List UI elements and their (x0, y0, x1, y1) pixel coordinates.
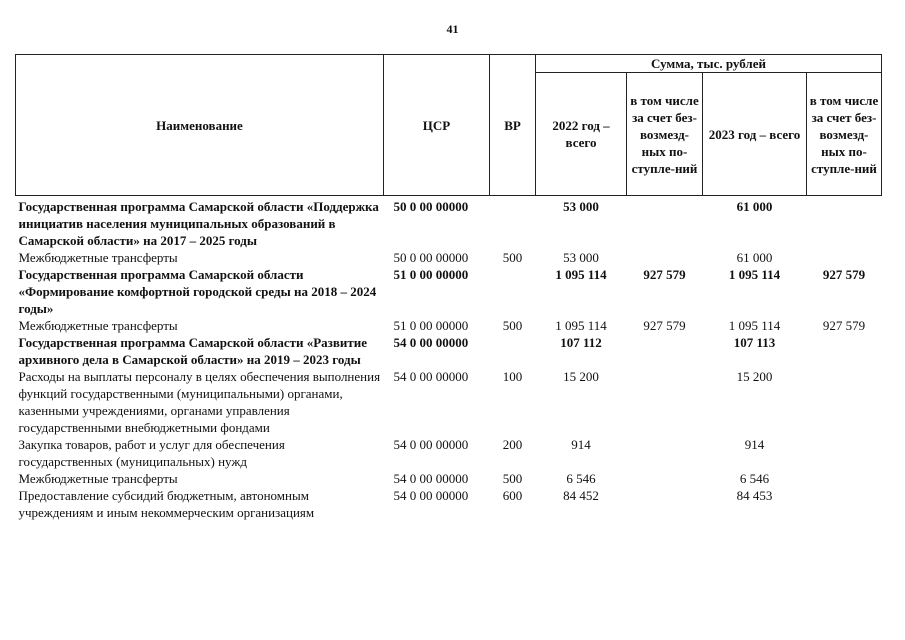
row-2022-free (627, 436, 703, 470)
row-name: Государственная программа Самарской области «Формирование комфортной городской среды на 2018 – 2024 годы» (18, 267, 377, 316)
row-name: Расходы на выплаты персоналу в целях обеспечения выполнения функций государственными (муниципальными) органами, казенными учреждениями, органами управления государственными внебюджетными фондами (18, 369, 381, 435)
budget-table (15, 54, 882, 521)
row-2023-free (807, 487, 882, 521)
row-2022-free (627, 470, 703, 487)
row-vr: 500 (502, 471, 523, 486)
row-csr: 54 0 00 00000 (393, 335, 469, 350)
row-vr (490, 266, 536, 317)
row-2023-free (807, 368, 882, 436)
row-2023-total: 914 (744, 437, 765, 452)
row-2022-total: 15 200 (563, 369, 599, 384)
table-row (16, 487, 882, 521)
row-2022-total: 107 112 (560, 335, 602, 350)
row-vr: 500 (502, 250, 523, 265)
table-header (16, 55, 882, 196)
header-sum-group: Сумма, тыс. рублей (536, 55, 882, 73)
row-2023-total: 61 000 (736, 199, 773, 214)
row-name: Государственная программа Самарской области «Поддержка инициатив населения муниципальных образований в Самарской области» на 2017 – 2025 годы (18, 199, 379, 248)
table-row (16, 470, 882, 487)
row-2022-free (627, 487, 703, 521)
row-2023-free (807, 249, 882, 266)
header-2022-free: в том числе за счет без-возмезд-ных по-ступле-ний (627, 73, 703, 196)
row-vr (490, 334, 536, 368)
page-number: 41 (446, 22, 459, 36)
row-2023-free: 927 579 (822, 267, 866, 282)
table-row (16, 368, 882, 436)
row-vr: 600 (502, 488, 523, 503)
row-csr: 54 0 00 00000 (393, 471, 469, 486)
row-2023-free (807, 196, 882, 250)
row-2022-total: 84 452 (563, 488, 599, 503)
row-2023-total: 107 113 (733, 335, 776, 350)
table-row (16, 249, 882, 266)
header-2023-total: 2023 год – всего (703, 73, 807, 196)
row-2023-total: 84 453 (736, 488, 773, 503)
table-row (16, 436, 882, 470)
row-2022-total: 914 (571, 437, 591, 452)
row-csr: 54 0 00 00000 (393, 369, 469, 384)
table-row (16, 334, 882, 368)
row-2022-total: 6 546 (566, 471, 596, 486)
row-2023-free (807, 470, 882, 487)
row-2023-total: 6 546 (739, 471, 770, 486)
row-2022-free (627, 196, 703, 250)
header-name: Наименование (16, 55, 384, 196)
table-body (16, 196, 882, 522)
row-vr: 100 (502, 369, 523, 384)
row-2022-total: 1 095 114 (555, 267, 607, 282)
row-2023-total: 1 095 114 (728, 318, 781, 333)
row-2023-total: 15 200 (736, 369, 773, 384)
row-vr: 500 (502, 318, 523, 333)
row-name: Государственная программа Самарской области «Развитие архивного дела в Самарской области» на 2019 – 2023 годы (18, 335, 368, 367)
row-csr: 54 0 00 00000 (393, 437, 469, 452)
row-vr (490, 196, 536, 250)
row-name: Межбюджетные трансферты (18, 318, 178, 333)
row-2023-free (807, 334, 882, 368)
row-csr: 50 0 00 00000 (393, 250, 469, 265)
row-csr: 50 0 00 00000 (393, 199, 469, 214)
header-2022-total: 2022 год – всего (536, 73, 627, 196)
row-2022-total: 53 000 (563, 199, 599, 214)
row-2023-total: 1 095 114 (728, 267, 781, 282)
row-2023-total: 61 000 (736, 250, 773, 265)
header-2023-free: в том числе за счет без-возмезд-ных по-ступле-ний (807, 73, 882, 196)
row-vr: 200 (502, 437, 523, 452)
header-vr: ВР (490, 55, 536, 196)
row-2023-free: 927 579 (822, 318, 866, 333)
row-name: Закупка товаров, работ и услуг для обеспечения государственных (муниципальных) нужд (18, 437, 285, 469)
row-2022-free (627, 368, 703, 436)
row-2023-free (807, 436, 882, 470)
row-csr: 51 0 00 00000 (393, 318, 469, 333)
row-csr: 54 0 00 00000 (393, 488, 469, 503)
row-2022-free (627, 249, 703, 266)
row-2022-free: 927 579 (643, 267, 686, 282)
row-name: Предоставление субсидий бюджетным, автономным учреждениям и иным некоммерческим организациям (18, 488, 315, 520)
row-2022-total: 1 095 114 (555, 318, 607, 333)
table-row (16, 196, 882, 250)
row-name: Межбюджетные трансферты (18, 471, 178, 486)
header-csr: ЦСР (384, 55, 490, 196)
table-row (16, 317, 882, 334)
row-2022-total: 53 000 (563, 250, 599, 265)
row-2022-free: 927 579 (643, 318, 686, 333)
row-2022-free (627, 334, 703, 368)
table-row (16, 266, 882, 317)
row-csr: 51 0 00 00000 (393, 267, 469, 282)
row-name: Межбюджетные трансферты (18, 250, 178, 265)
